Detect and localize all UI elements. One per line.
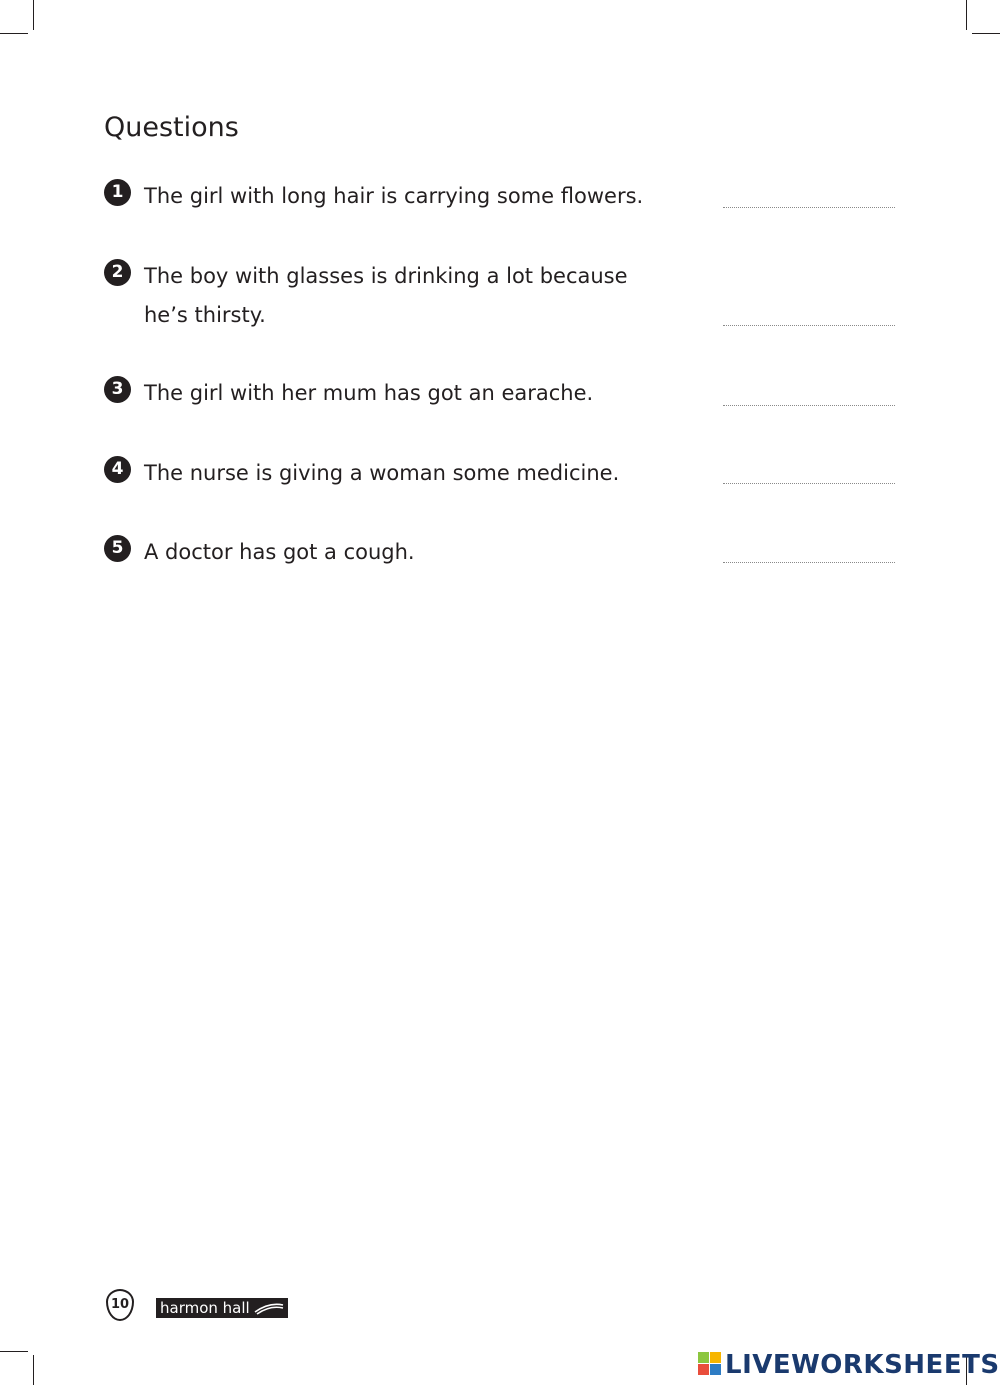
answer-field-5[interactable]	[723, 562, 895, 563]
question-text	[144, 374, 664, 413]
question-line: he’s thirsty.	[144, 303, 266, 327]
answer-field-4[interactable]	[723, 483, 895, 484]
question-text	[144, 177, 664, 216]
crop-mark-top-right-v	[966, 0, 967, 30]
question-text	[144, 454, 664, 493]
liveworksheets-watermark	[698, 1350, 1000, 1380]
watermark-text: LIVEWORKSHEETS	[725, 1350, 1000, 1380]
answer-field-3[interactable]	[723, 405, 895, 406]
crop-mark-top-left-h	[0, 33, 28, 34]
answer-field-2[interactable]	[723, 325, 895, 326]
brand-logo	[156, 1298, 288, 1318]
brand-name: harmon hall	[160, 1299, 250, 1317]
question-number-badge: 4	[104, 456, 131, 483]
question-text	[144, 257, 664, 335]
liveworksheets-logo-icon	[698, 1352, 722, 1376]
question-number-badge: 2	[104, 259, 131, 286]
question-line: The girl with her mum has got an earache.	[144, 381, 594, 405]
swoosh-icon	[254, 1301, 284, 1315]
answer-field-1[interactable]	[723, 207, 895, 208]
question-number-badge: 3	[104, 376, 131, 403]
page-title: Questions	[104, 112, 239, 143]
page-number: 10	[106, 1289, 134, 1321]
question-line: The girl with long hair is carrying some flowers.	[144, 184, 644, 208]
question-number-badge: 5	[104, 535, 131, 562]
question-text	[144, 533, 664, 572]
question-line: The nurse is giving a woman some medicine.	[144, 461, 620, 485]
question-line: A doctor has got a cough.	[144, 540, 415, 564]
crop-mark-top-right-h	[972, 33, 1000, 34]
crop-mark-bottom-left-v	[33, 1355, 34, 1385]
question-number-badge: 1	[104, 179, 131, 206]
crop-mark-bottom-left-h	[0, 1351, 28, 1352]
crop-mark-top-left-v	[33, 0, 34, 30]
question-line: The boy with glasses is drinking a lot because	[144, 264, 628, 288]
